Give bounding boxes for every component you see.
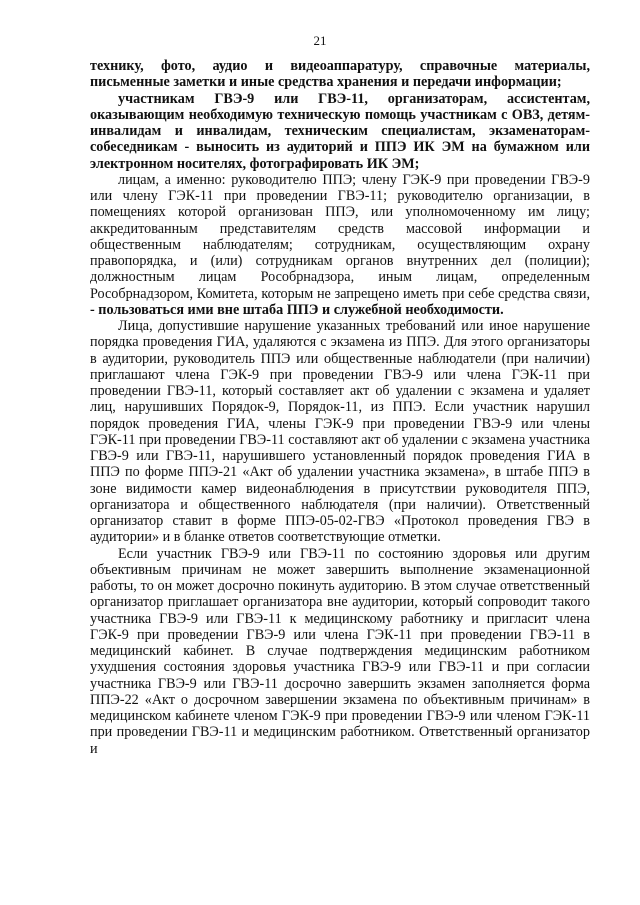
text-segment: - пользоваться ими вне штаба ППЭ и служебной необходимости. xyxy=(90,301,504,318)
text-segment: Если участник ГВЭ-9 или ГВЭ-11 по состоянию здоровья или другим объективным причинам не может завершить выполнение экзаменационной работы, то он может досрочно покинуть аудиторию. В этом случае ответственный организатор приглашает организатора вне аудитории, который сопроводит такого участника ГВЭ-9 или ГВЭ-11 к медицинскому работнику и пригласит члена ГЭК-9 при проведении ГВЭ-9 или члена ГЭК-11 при проведении ГВЭ-11 в медицинский кабинет. В случае подтверждения медицинским работником ухудшения состояния здоровья участника ГВЭ-9 или ГВЭ-11 и при согласии участника ГВЭ-9 или ГВЭ-11 досрочно завершить экзамен заполняется форма ППЭ-22 «Акт о досрочном завершении экзамена по объективным причинам» в медицинском кабинете членом ГЭК-9 при проведении ГВЭ-9 или членом ГЭК-11 при проведении ГВЭ-11 и медицинским работником. Ответственный организатор и xyxy=(90,545,590,757)
paragraph-5 xyxy=(90,546,590,757)
page-number: 21 xyxy=(313,33,327,48)
document-body xyxy=(90,58,590,757)
text-segment: участникам ГВЭ-9 или ГВЭ-11, организаторам, ассистентам, оказывающим необходимую техническую помощь участникам с ОВЗ, детям-инвалидам и инвалидам, техническим специалистам, экзаменаторам-собеседникам - выносить из аудиторий и ППЭ ИК ЭМ на бумажном или электронном носителях, фотографировать ИК ЭМ; xyxy=(90,90,590,172)
paragraph-4 xyxy=(90,318,590,546)
paragraph-1 xyxy=(90,58,590,91)
text-segment: технику, фото, аудио и видеоаппаратуру, справочные материалы, письменные заметки и иные средства хранения и передачи информации; xyxy=(90,58,590,91)
text-segment: Лица, допустившие нарушение указанных требований или иное нарушение порядка проведения ГИА, удаляются с экзамена из ППЭ. Для этого организаторы в аудитории, руководитель ППЭ или общественные наблюдатели (при наличии) приглашают члена ГЭК-9 при проведении ГВЭ-9 или члена ГЭК-11 при проведении ГВЭ-11, который составляет акт об удалении с экзамена и удаляет лиц, нарушивших Порядок-9, Порядок-11, из ППЭ. Если участник нарушил порядок проведения ГИА, члены ГЭК-9 при проведении ГВЭ-9 или члены ГЭК-11 при проведении ГВЭ-11 составляют акт об удалении с экзамена участника ГВЭ-9 или ГВЭ-11, нарушившего установленный порядок проведения ГИА в ППЭ по форме ППЭ-21 «Акт об удалении участника экзамена», в штабе ППЭ в зоне видимости камер видеонаблюдения в присутствии руководителя ППЭ, организатора и общественного наблюдателя (при наличии). Ответственный организатор ставит в форме ППЭ-05-02-ГВЭ «Протокол проведения ГВЭ в аудитории» и в бланке ответов соответствующие отметки. xyxy=(90,318,590,546)
paragraph-3 xyxy=(90,172,590,318)
text-segment: лицам, а именно: руководителю ППЭ; члену ГЭК-9 при проведении ГВЭ-9 или члену ГЭК-11 при проведении ГВЭ-11; руководителю организации, в помещениях которой организован ППЭ, или уполномоченному им лицу; аккредитованным представителям средств массовой информации и общественным наблюдателям; сотрудникам, осуществляющим охрану правопорядка, и (или) сотрудникам органов внутренних дел (полиции); должностным лицам Рособрнадзора, иным лицам, определенным Рособрнадзором, Комитета, которым не запрещено иметь при себе средства связи, xyxy=(90,171,590,302)
paragraph-2 xyxy=(90,91,590,172)
